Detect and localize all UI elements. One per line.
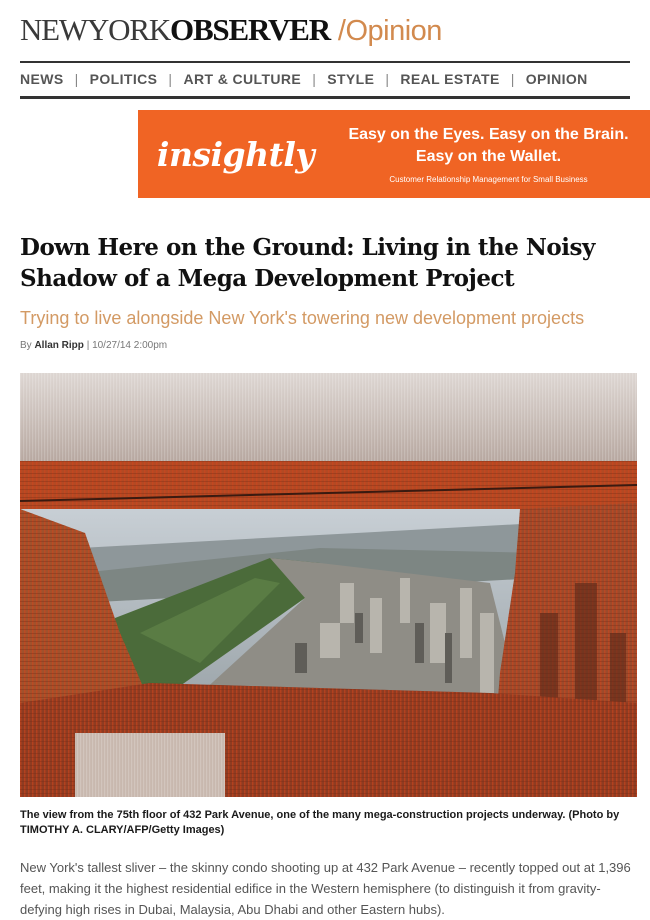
ad-headline-2: Easy on the Wallet. (415, 148, 562, 165)
nav-top-rule (20, 61, 630, 63)
section-label[interactable]: /Opinion (337, 15, 442, 47)
article-photo[interactable] (20, 373, 637, 797)
nav-separator: | (312, 71, 317, 87)
brand-name-light: NEWYORK (20, 12, 171, 47)
nav-item-news[interactable]: NEWS (20, 71, 64, 87)
nav-separator: | (385, 71, 390, 87)
nav-separator: | (74, 71, 79, 87)
photo-caption: The view from the 75th floor of 432 Park Avenue, one of the many mega-construction projects underway. (Photo by TIMOTHY A. CLARY/AFP/Getty Images) (20, 809, 620, 836)
article-photo-image (20, 373, 637, 797)
brand-name-bold: OBSERVER (170, 12, 330, 47)
nav-separator: | (168, 71, 173, 87)
nav-bottom-rule (20, 96, 630, 99)
byline-timestamp: | 10/27/14 2:00pm (86, 340, 168, 351)
nav-item-politics[interactable]: POLITICS (89, 71, 158, 87)
nav-item-real-estate[interactable]: REAL ESTATE (400, 71, 500, 87)
ad-logo: insightly (156, 134, 315, 174)
insightly-ad-banner[interactable] (138, 110, 650, 198)
ad-subline: Customer Relationship Management for Small Business (389, 175, 588, 184)
nav-separator: | (510, 71, 515, 87)
byline (20, 340, 167, 351)
ad-copy (333, 124, 650, 184)
nav-item-opinion[interactable]: OPINION (525, 71, 588, 87)
nav-item-art-culture[interactable]: ART & CULTURE (183, 71, 302, 87)
byline-prefix: By (20, 340, 32, 351)
masthead[interactable] (20, 12, 442, 52)
article-dek: Trying to live alongside New York's towering new development projects (20, 308, 585, 328)
article-headline: Down Here on the Ground: Living in the Noisy Shadow of a Mega Development Project (20, 234, 595, 292)
author-link[interactable]: Allan Ripp (34, 340, 84, 351)
main-nav (20, 68, 630, 90)
ad-headline-1: Easy on the Eyes. Easy on the Brain. (348, 126, 629, 143)
nav-item-style[interactable]: STYLE (327, 71, 375, 87)
article-body-paragraph: New York's tallest sliver – the skinny condo shooting up at 432 Park Avenue – recently topped out at 1,396 feet, making it the highest residential edifice in the Western hemisphere (to distinguish it from gravity-defying high rises in Dubai, Malaysia, Abu Dhabi and other Eastern hubs). (20, 860, 631, 917)
